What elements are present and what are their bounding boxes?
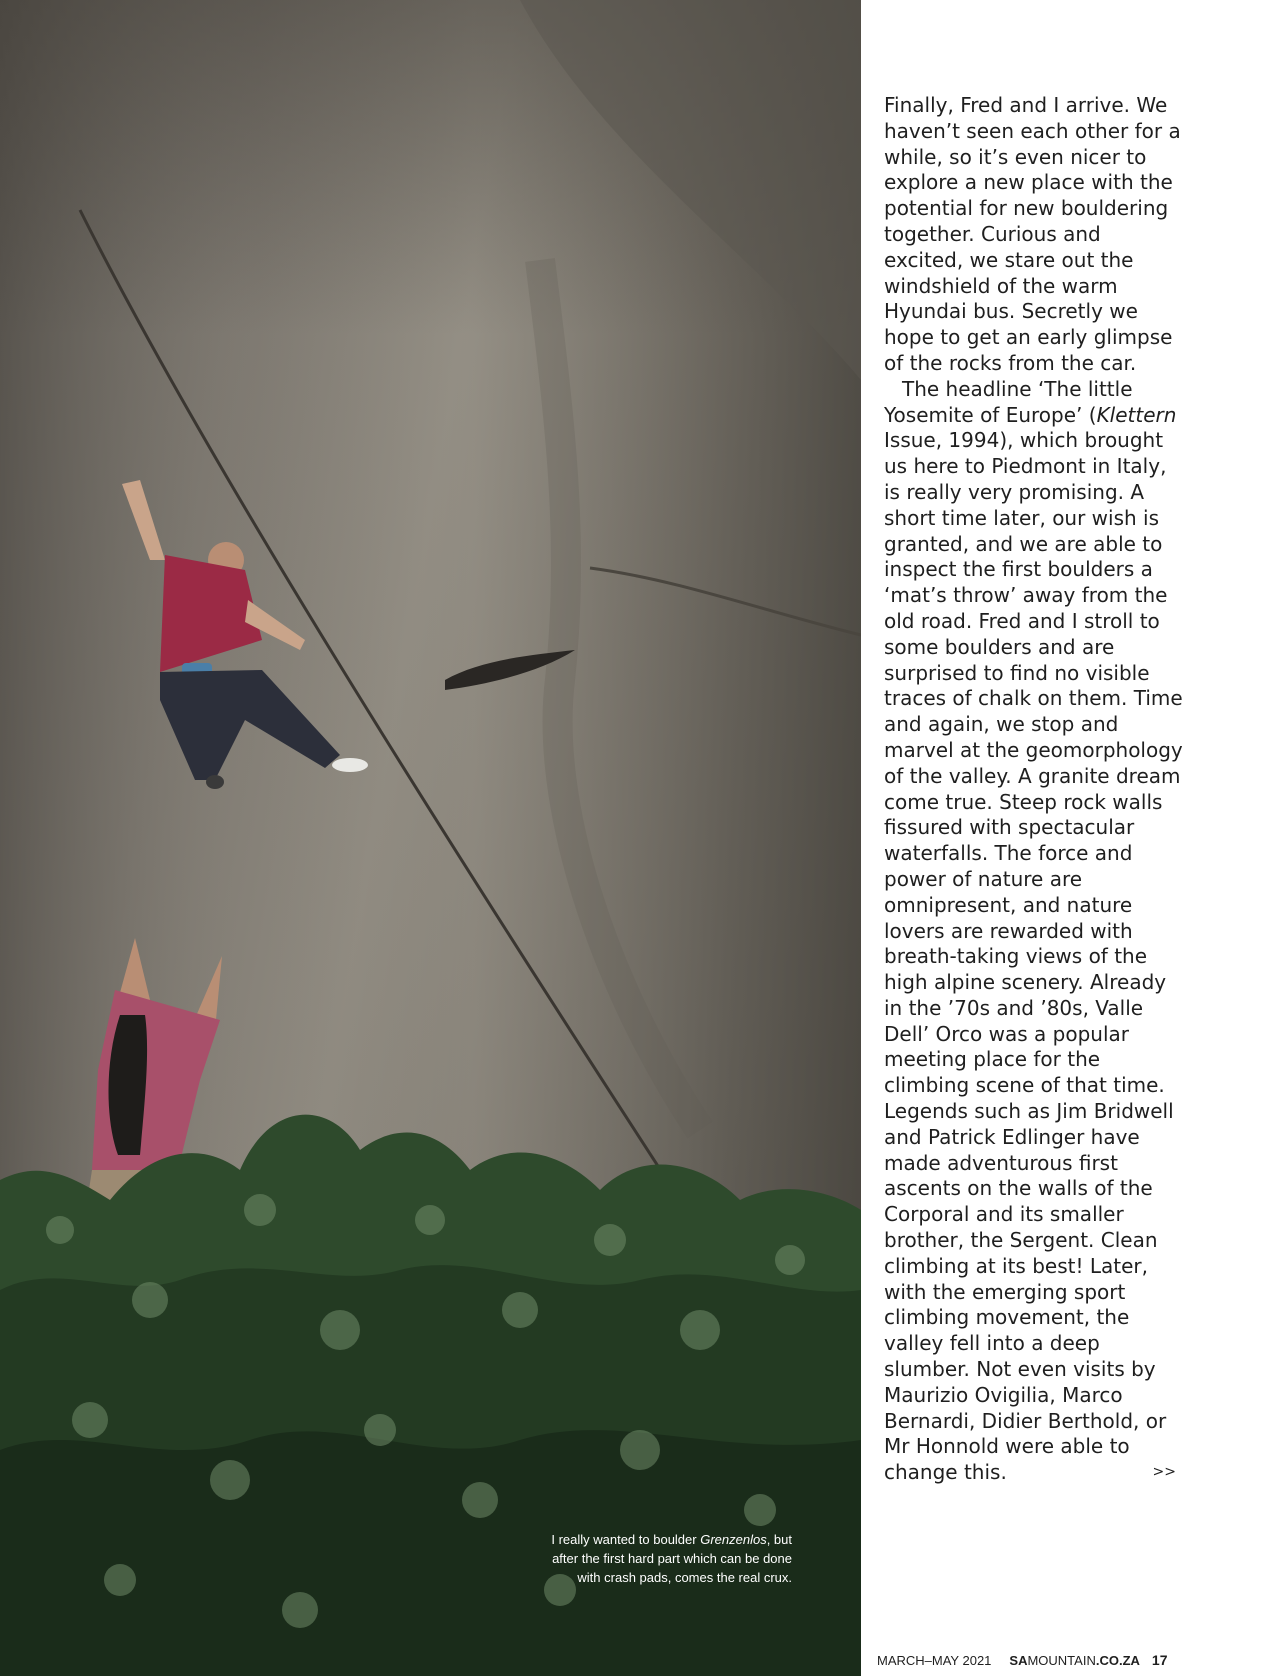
- paragraph-text: The headline ‘The little Yosemite of Europe’ (: [884, 376, 1133, 427]
- caption-route-name: Grenzenlos: [700, 1532, 767, 1547]
- page-footer: [877, 1652, 1197, 1668]
- issue-date: MARCH–MAY 2021: [877, 1653, 992, 1668]
- paragraph-text: Issue, 1994), which brought us here to Piedmont in Italy, is really very promising. A short time later, our wish is granted, and we are able to inspect the first boulders a ‘mat’s throw’ away from the old road. Fred and I stroll to some boulders and are surprised to find no visible traces of chalk on them. Time and again, we stop and marvel at the geomorphology of the valley. A granite dream come true. Steep rock walls fissured with spectacular waterfalls. The force and power of nature are omnipresent, and nature lovers are rewarded with breath-taking views of the high alpine scenery. Already in the ’70s and ’80s, Valle Dell’ Orco was a popular meeting place for the climbing scene of that time. Legends such as Jim Bridwell and Patrick Edlinger have made adventurous first ascents on the walls of the Corporal and its smaller brother, the Sergent. Clean climbing at its best! Later, with the emerging sport climbing movement, the valley fell into a deep slumber. Not even visits by Maurizio Ovigilia, Marco Bernardi, Didier Berthold, or Mr Honnold were able to change this.: [884, 428, 1183, 1485]
- brand-mountain: MOUNTAIN: [1027, 1653, 1096, 1668]
- article-paragraph-1: Finally, Fred and I arrive. We haven’t seen each other for a while, so it’s even nicer to explore a new place with the potential for new bouldering together. Curious and excited, we stare out the windshield of the warm Hyundai bus. Secretly we hope to get an early glimpse of the rocks from the car.: [884, 93, 1181, 375]
- photo-caption: [520, 1530, 792, 1587]
- caption-line-2: after the first hard part which can be done: [552, 1551, 792, 1566]
- brand-sa: SA: [1009, 1653, 1028, 1668]
- caption-text: I really wanted to boulder: [551, 1532, 701, 1547]
- caption-line-1: [520, 1530, 792, 1549]
- brand-domain: .CO.ZA: [1095, 1653, 1140, 1668]
- article-body: [884, 93, 1184, 1486]
- article-paragraph-2: [884, 377, 1184, 1486]
- continue-arrow-icon: >>: [1152, 1464, 1176, 1481]
- caption-text: , but: [766, 1532, 792, 1547]
- caption-line-3: with crash pads, comes the real crux.: [577, 1570, 792, 1585]
- page-number: 17: [1151, 1652, 1168, 1668]
- magazine-title: Klettern: [1096, 402, 1177, 427]
